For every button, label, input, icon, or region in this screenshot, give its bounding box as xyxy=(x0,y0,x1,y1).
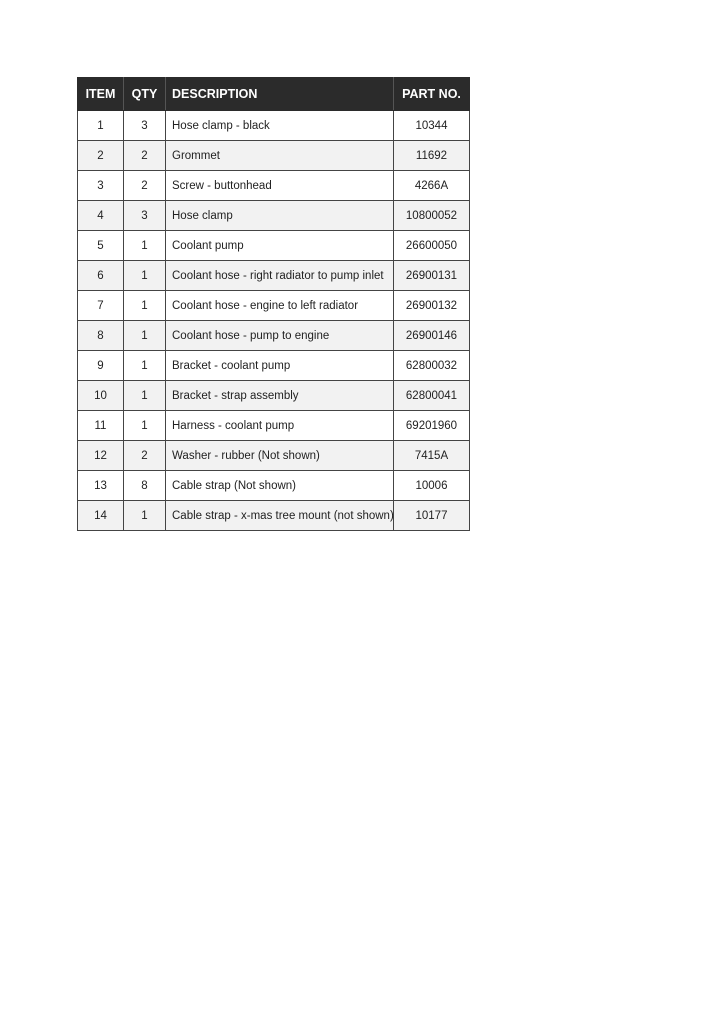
table-row xyxy=(78,141,470,171)
table-row xyxy=(78,201,470,231)
cell-part-no: 26600050 xyxy=(394,231,470,261)
cell-item: 3 xyxy=(78,171,124,201)
cell-qty: 1 xyxy=(124,501,166,531)
table-row xyxy=(78,501,470,531)
cell-part-no: 69201960 xyxy=(394,411,470,441)
cell-part-no: 10006 xyxy=(394,471,470,501)
cell-qty: 1 xyxy=(124,261,166,291)
cell-description: Screw - buttonhead xyxy=(166,171,394,201)
cell-description: Washer - rubber (Not shown) xyxy=(166,441,394,471)
cell-qty: 2 xyxy=(124,441,166,471)
cell-part-no: 10800052 xyxy=(394,201,470,231)
cell-description: Cable strap (Not shown) xyxy=(166,471,394,501)
table-body xyxy=(78,111,470,531)
cell-qty: 2 xyxy=(124,141,166,171)
cell-qty: 1 xyxy=(124,231,166,261)
cell-description: Coolant hose - right radiator to pump inlet xyxy=(166,261,394,291)
cell-part-no: 26900132 xyxy=(394,291,470,321)
cell-part-no: 11692 xyxy=(394,141,470,171)
table-row xyxy=(78,111,470,141)
cell-qty: 8 xyxy=(124,471,166,501)
table-header xyxy=(78,78,470,111)
cell-part-no: 10177 xyxy=(394,501,470,531)
table-row xyxy=(78,231,470,261)
cell-item: 7 xyxy=(78,291,124,321)
cell-description: Coolant pump xyxy=(166,231,394,261)
cell-item: 8 xyxy=(78,321,124,351)
cell-part-no: 62800041 xyxy=(394,381,470,411)
table-row xyxy=(78,411,470,441)
cell-item: 13 xyxy=(78,471,124,501)
cell-item: 2 xyxy=(78,141,124,171)
table-row xyxy=(78,471,470,501)
header-row xyxy=(78,78,470,111)
cell-item: 10 xyxy=(78,381,124,411)
cell-item: 1 xyxy=(78,111,124,141)
cell-part-no: 7415A xyxy=(394,441,470,471)
header-item: ITEM xyxy=(78,78,124,111)
cell-item: 6 xyxy=(78,261,124,291)
cell-part-no: 26900131 xyxy=(394,261,470,291)
cell-qty: 2 xyxy=(124,171,166,201)
cell-description: Hose clamp - black xyxy=(166,111,394,141)
cell-qty: 1 xyxy=(124,351,166,381)
cell-item: 9 xyxy=(78,351,124,381)
cell-item: 14 xyxy=(78,501,124,531)
cell-description: Bracket - coolant pump xyxy=(166,351,394,381)
cell-qty: 3 xyxy=(124,201,166,231)
header-description: DESCRIPTION xyxy=(166,78,394,111)
table-row xyxy=(78,321,470,351)
table-row xyxy=(78,381,470,411)
table-row xyxy=(78,441,470,471)
cell-part-no: 62800032 xyxy=(394,351,470,381)
cell-part-no: 10344 xyxy=(394,111,470,141)
parts-list-table xyxy=(77,77,470,531)
table-row xyxy=(78,291,470,321)
cell-description: Bracket - strap assembly xyxy=(166,381,394,411)
cell-part-no: 26900146 xyxy=(394,321,470,351)
cell-qty: 1 xyxy=(124,291,166,321)
table-row xyxy=(78,171,470,201)
cell-description: Harness - coolant pump xyxy=(166,411,394,441)
header-part-no: PART NO. xyxy=(394,78,470,111)
cell-description: Grommet xyxy=(166,141,394,171)
cell-item: 11 xyxy=(78,411,124,441)
cell-qty: 1 xyxy=(124,321,166,351)
cell-item: 4 xyxy=(78,201,124,231)
table-row xyxy=(78,351,470,381)
cell-qty: 1 xyxy=(124,411,166,441)
cell-qty: 3 xyxy=(124,111,166,141)
cell-description: Coolant hose - engine to left radiator xyxy=(166,291,394,321)
cell-item: 12 xyxy=(78,441,124,471)
cell-qty: 1 xyxy=(124,381,166,411)
cell-description: Hose clamp xyxy=(166,201,394,231)
header-qty: QTY xyxy=(124,78,166,111)
cell-item: 5 xyxy=(78,231,124,261)
cell-part-no: 4266A xyxy=(394,171,470,201)
table-row xyxy=(78,261,470,291)
cell-description: Coolant hose - pump to engine xyxy=(166,321,394,351)
cell-description: Cable strap - x-mas tree mount (not shown) xyxy=(166,501,394,531)
